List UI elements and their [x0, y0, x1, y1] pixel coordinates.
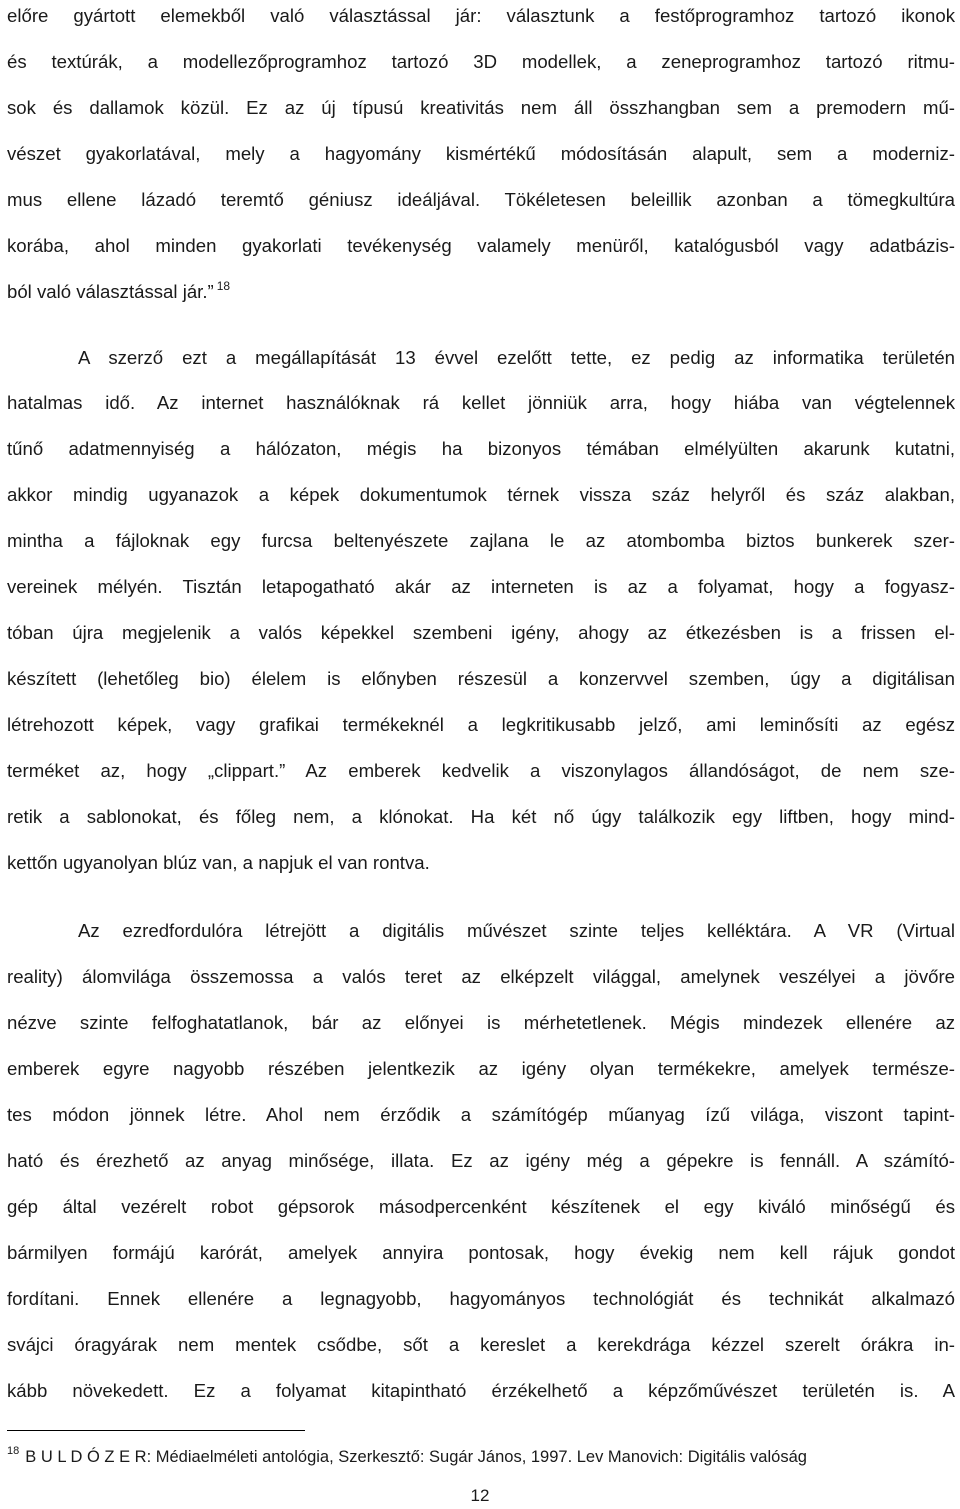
text-line: terméket az, hogy „clippart.” Az emberek kedvelik a viszonylagos állandóságot, de nem sze-: [7, 760, 955, 781]
text-line: és textúrák, a modellezőprogramhoz tartozó 3D modellek, a zeneprogramhoz tartozó ritmu-: [7, 51, 955, 72]
text-line: korába, ahol minden gyakorlati tevékenység valamely menüről, katalógusból vagy adatbázis-: [7, 235, 955, 256]
footnote-reference: 18: [216, 279, 231, 293]
text-line: vészet gyakorlatával, mely a hagyomány kismértékű módosításán alapult, sem a moderniz-: [7, 143, 955, 164]
text-line: tes módon jönnek létre. Ahol nem érződik a számítógép műanyag ízű világa, viszont tapint-: [7, 1104, 955, 1125]
footnote: [7, 1442, 955, 1472]
footnote-text: B U L D Ó Z E R: Médiaelméleti antológia, Szerkesztő: Sugár János, 1997. Lev Manovich: Digitális valóság: [25, 1448, 807, 1466]
text-line: fordítani. Ennek ellenére a legnagyobb, hagyományos technológiát és technikát alkalmazó: [7, 1288, 955, 1309]
footnote-number: 18: [7, 1445, 20, 1457]
text-line: bármilyen formájú karórát, amelyek annyira pontosak, hogy évekig nem kell rájuk gondot: [7, 1242, 955, 1263]
text-line: sok és dallamok közül. Ez az új típusú kreativitás nem áll összhangban sem a premodern mű-: [7, 97, 955, 118]
text-line: tűnő adatmennyiség a hálózaton, mégis ha bizonyos témában elmélyülten akarunk kutatni,: [7, 438, 955, 459]
paragraph-last-line: [7, 272, 955, 312]
text-line: tóban újra megjelenik a valós képekkel szembeni igény, ahogy az étkezésben is a frissen el-: [7, 622, 955, 643]
paragraph-last-line: kettőn ugyanolyan blúz van, a napjuk el van rontva.: [7, 852, 430, 873]
page-number: 12: [470, 1486, 490, 1505]
paragraph-first-line: Az ezredfordulóra létrejött a digitális művészet szinte teljes kelléktára. A VR (Virtual: [78, 920, 955, 941]
text-line: ható és érezhető az anyag minősége, illata. Ez az igény még a gépekre is fennáll. A számító-: [7, 1150, 955, 1171]
text-line: mintha a fájloknak egy furcsa beltenyészete zajlana le az atombomba biztos bunkerek szer-: [7, 530, 955, 551]
text-line: retik a sablonokat, és főleg nem, a klónokat. Ha két nő úgy találkozik egy liftben, hogy mind-: [7, 806, 955, 827]
paragraph-first-line: A szerző ezt a megállapítását 13 évvel ezelőtt tette, ez pedig az informatika területén: [78, 347, 955, 368]
text-line: mus ellene lázadó teremtő géniusz ideáljával. Tökéletesen beleillik azonban a tömegkultúra: [7, 189, 955, 210]
text-line: reality) álomvilága összemossa a valós teret az elképzelt világgal, amelynek veszélyei a jövőre: [7, 966, 955, 987]
text-line: vereinek mélyén. Tisztán letapogatható akár az interneten is az a folyamat, hogy a fogyasz-: [7, 576, 955, 597]
text-line: hatalmas idő. Az internet használóknak rá kellet jönniük arra, hogy hiába van végtelennek: [7, 392, 955, 413]
text-line: előre gyártott elemekből való választással jár: választunk a festőprogramhoz tartozó ikonok: [7, 5, 955, 26]
text-line: akkor mindig ugyanazok a képek dokumentumok térnek vissza száz helyről és száz alakban,: [7, 484, 955, 505]
text-line: létrehozott képek, vagy grafikai termékeknél a legkritikusabb jelző, ami leminősíti az egész: [7, 714, 955, 735]
text-line: nézve szinte felfoghatatlanok, bár az előnyei is mérhetetlenek. Mégis mindezek ellenére az: [7, 1012, 955, 1033]
text-line: emberek egyre nagyobb részében jelentkezik az igény olyan termékekre, amelyek természe-: [7, 1058, 955, 1079]
text-line: készített (lehetőleg bio) élelem is előnyben részesül a konzervvel szemben, úgy a digitálisan: [7, 668, 955, 689]
text-line: svájci óragyárak nem mentek csődbe, sőt a kereslet a kerekdrága kézzel szerelt órákra in-: [7, 1334, 955, 1355]
text-line: gép által vezérelt robot gépsorok másodpercenként készítenek el egy kiváló minőségű és: [7, 1196, 955, 1217]
text-line: kább növekedett. Ez a folyamat kitapintható érzékelhető a képzőművészet területén is. A: [7, 1380, 955, 1401]
text-line: ból való választással jár.”: [7, 281, 214, 302]
footnote-separator: [7, 1430, 305, 1431]
